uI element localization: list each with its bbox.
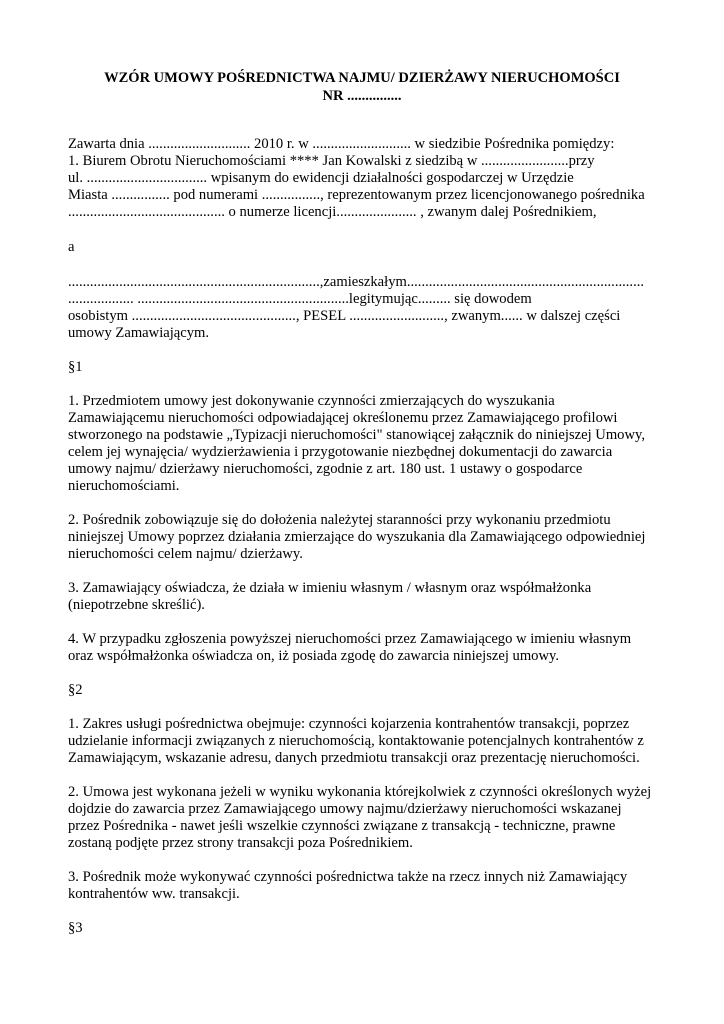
section-1-point-1-line-5: umowy najmu/ dzierżawy nieruchomości, zgodnie z art. 180 ust. 1 ustawy o gospodarce xyxy=(68,461,583,477)
party-2-line-1: .....................................................................,zamieszkałym................................................................. xyxy=(68,274,645,290)
section-heading-2: §2 xyxy=(68,682,83,698)
section-1-point-4-line-1: 4. W przypadku zgłoszenia powyższej nieruchomości przez Zamawiającego w imieniu własnym xyxy=(68,631,632,647)
party-1-line-3: Miasta ................ pod numerami ................, reprezentowanym przez licencjonowanego pośrednika xyxy=(68,187,645,203)
section-1-point-4-line-2: oraz współmałżonka oświadcza on, iż posiada zgodę do zawarcia niniejszej umowy. xyxy=(68,648,560,664)
section-1-point-1-line-4: celem jej wynajęcia/ wydzierżawienia i przygotowanie niezbędnej dokumentacji do zawarcia xyxy=(68,444,613,460)
party-1-line-4: ........................................... o numerze licencji...................... , zwanym dalej Pośrednikiem, xyxy=(68,204,597,220)
section-1-point-2-line-3: nieruchomości celem najmu/ dzierżawy. xyxy=(68,546,303,562)
section-1-point-1-line-1: 1. Przedmiotem umowy jest dokonywanie czynności zmierzających do wyszukania xyxy=(68,393,555,409)
section-1-point-1-line-3: stworzonego na podstawie „Typizacji nieruchomości" stanowiącej załącznik do niniejszej Umowy, xyxy=(68,427,646,443)
section-1-point-2-line-2: niniejszej Umowy poprzez działania zmierzające do wyszukania dla Zamawiającego odpowiedniej xyxy=(68,529,646,545)
section-1-point-1-line-2: Zamawiającemu nieruchomości odpowiadającej określonemu przez Zamawiającego profilowi xyxy=(68,410,618,426)
section-2-point-3-line-2: kontrahentów ww. transakcji. xyxy=(68,886,240,902)
section-2-point-2-line-2: dojdzie do zawarcia przez Zamawiającego umowy najmu/dzierżawy nieruchomości wskazanej xyxy=(68,801,622,817)
document-title-line-1: WZÓR UMOWY POŚREDNICTWA NAJMU/ DZIERŻAWY NIERUCHOMOŚCI xyxy=(104,70,620,86)
section-heading-3: §3 xyxy=(68,920,83,936)
party-2-line-4: umowy Zamawiającym. xyxy=(68,325,210,341)
section-heading-1: §1 xyxy=(68,359,83,375)
section-1-point-3-line-1: 3. Zamawiający oświadcza, że działa w imieniu własnym / własnym oraz współmałżonka xyxy=(68,580,592,596)
section-1-point-1-line-6: nieruchomościami. xyxy=(68,478,180,494)
section-2-point-3-line-1: 3. Pośrednik może wykonywać czynności pośrednictwa także na rzecz innych niż Zamawiający xyxy=(68,869,628,885)
party-1-line-1: 1. Biurem Obrotu Nieruchomościami **** Jan Kowalski z siedzibą w ........................przy xyxy=(68,153,595,169)
section-2-point-2-line-4: zostaną podjęte przez strony transakcji poza Pośrednikiem. xyxy=(68,835,413,851)
section-2-point-2-line-3: przez Pośrednika - nawet jeśli wszelkie czynności związane z transakcją - techniczne, prawne xyxy=(68,818,616,834)
section-2-point-1-line-3: Zamawiającym, wskazanie adresu, danych przedmiotu transakcji oraz prezentację nieruchomości. xyxy=(68,750,640,766)
section-1-point-3-line-2: (niepotrzebne skreślić). xyxy=(68,597,205,613)
section-1-point-2-line-1: 2. Pośrednik zobowiązuje się do dołożenia należytej staranności przy wykonaniu przedmiotu xyxy=(68,512,611,528)
party-2-line-2: .................. ..........................................................legitymując......... się dowodem xyxy=(68,291,532,307)
document-title-line-2: NR ............... xyxy=(322,88,402,104)
party-2-line-3: osobistym ............................................., PESEL .........................., zwanym...... w dalszej części xyxy=(68,308,621,324)
section-2-point-1-line-1: 1. Zakres usługi pośrednictwa obejmuje: czynności kojarzenia kontrahentów transakcji, poprzez xyxy=(68,716,630,732)
party-1-line-2: ul. ................................. wpisanym do ewidencji działalności gospodarczej w Urzędzie xyxy=(68,170,574,186)
section-2-point-2-line-1: 2. Umowa jest wykonana jeżeli w wyniku wykonania którejkolwiek z czynności określonych wyżej xyxy=(68,784,652,800)
contract-date-line: Zawarta dnia ............................ 2010 r. w ........................... w siedzibie Pośrednika pomiędzy: xyxy=(68,136,615,152)
section-2-point-1-line-2: udzielanie informacji związanych z nieruchomością, kontaktowanie potencjalnych kontrahentów z xyxy=(68,733,644,749)
conjunction-a: a xyxy=(68,239,75,255)
